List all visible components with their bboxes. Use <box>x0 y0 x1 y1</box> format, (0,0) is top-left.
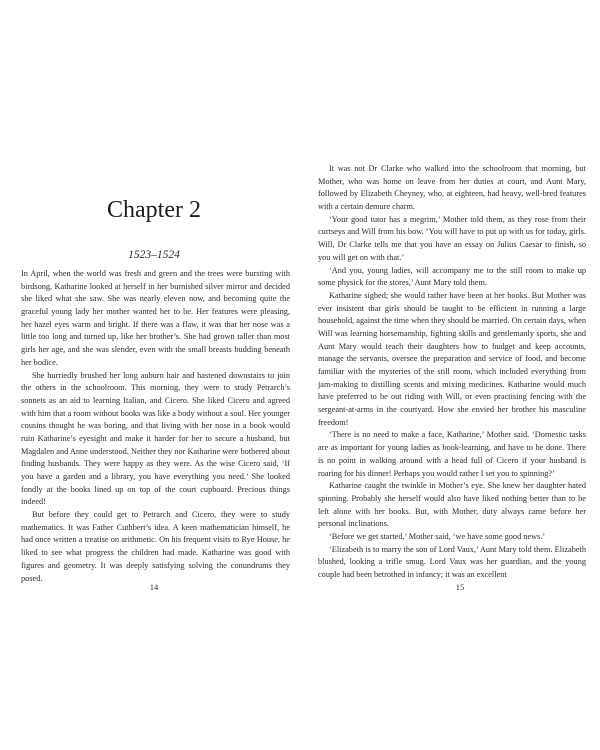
paragraph: But before they could get to Petrarch and Cicero, they were to study mathematics. It was Father Cuthbert’s idea. A keen mathematician himself, he had once written a treatise on arithmetic. On his frequent visits to Rye House, he liked to see what progress the children had made. Katharine was good with figures and geometry. It was deeply satisfying solving the conundrums they posed. <box>21 510 290 583</box>
paragraph: Katharine caught the twinkle in Mother’s eye. She knew her daughter hated spinning. Probably she herself would also have liked nothing better than to be left alone with her books. But, with Mother, duty always came before her personal inclinations. <box>318 481 586 529</box>
paragraph: ‘And you, young ladies, will accompany me to the still room to make up some physick for the stores,’ Aunt Mary told them. <box>318 265 586 288</box>
paragraph: It was not Dr Clarke who walked into the schoolroom that morning, but Mother, who was home on leave from her duties at court, and Aunt Mary, followed by Elizabeth Cheyney, who, at eighteen, had heavy, well-bred features with a certain demure charm. <box>318 164 586 212</box>
left-page-body <box>21 268 290 585</box>
right-page-body <box>318 163 586 582</box>
paragraph: ‘Before we get started,’ Mother said, ‘we have some good news.’ <box>329 531 546 541</box>
chapter-title: Chapter 2 <box>107 197 201 223</box>
paragraph: ‘Elizabeth is to marry the son of Lord Vaux,’ Aunt Mary told them. Elizabeth blushed, looking a trifle smug. Lord Vaux was her guardian, and the young couple had been betrothed in infancy; it was an excellent <box>318 544 586 579</box>
chapter-dates: 1523–1524 <box>128 249 180 261</box>
page-number: 15 <box>455 582 465 592</box>
paragraph: Katharine sighed; she would rather have been at her books. But Mother was ever insistent that girls should be taught to be efficient in running a large household, against the time when they should be married. On certain days, when Will was learning horsemanship, fighting skills and gentlemanly sports, she and Aunt Mary would teach their daughters how to budget and keep accounts, manage the servants, oversee the preparation and service of food, and become familiar with the mysteries of the still room, which included everything from jam-making to distilling scents and mixing medicines. Katharine would much have preferred to be out riding with Will, or even practising fencing with the sergeant-at-arms in the courtyard. How she envied her brother his masculine freedom! <box>318 290 586 427</box>
paragraph: She hurriedly brushed her long auburn hair and hastened downstairs to join the others in the schoolroom. This morning, they were to study Petrarch’s sonnets as an aid to learning Italian, and Cicero. She liked Cicero and agreed with him that a room without books was like a body without a soul. Her younger cousins thought he was boring, and that living with her nose in a book would ruin Katharine’s eyesight and make it harder for her to secure a husband, but Magdalen and Anne understood. Neither they nor Katharine were bothered about finding husbands. They were happy as they were. As the wise Cicero said, ‘If you have a garden and a library, you have everything you need.’ She looked fondly at the books lined up on top of the court cupboard. Precious things indeed! <box>21 370 290 507</box>
paragraph: ‘Your good tutor has a megrim,’ Mother told them, as they rose from their curtseys and Will from his bow. ‘You will have to put up with us for today, girls. Will, Dr Clarke tells me that you have an essay on Julius Caesar to finish, so you will get on with that.’ <box>318 214 586 262</box>
page-number: 14 <box>149 582 159 592</box>
paragraph: In April, when the world was fresh and green and the trees were bursting with birdsong, Katharine looked at herself in her burnished silver mirror and decided she liked what she saw. She was nearly eleven now, and becoming quite the graceful young lady her mother wanted her to be. Her features were pleasing, her hazel eyes warm and bright. If there was a flaw, it was that her nose was a little too long and turned up, like her brother’s. She had grown taller than most girls her age, and she was slender, even with the small breasts budding beneath her bodice. <box>21 269 290 367</box>
paragraph: ‘There is no need to make a face, Katharine,’ Mother said. ‘Domestic tasks are as important for young ladies as book-learning, and have to be done. There is no point in walking around with a head full of Cicero if your husband is roaring for his dinner! Perhaps you would rather I set you to spinning?’ <box>318 430 586 478</box>
right-page <box>300 0 600 750</box>
